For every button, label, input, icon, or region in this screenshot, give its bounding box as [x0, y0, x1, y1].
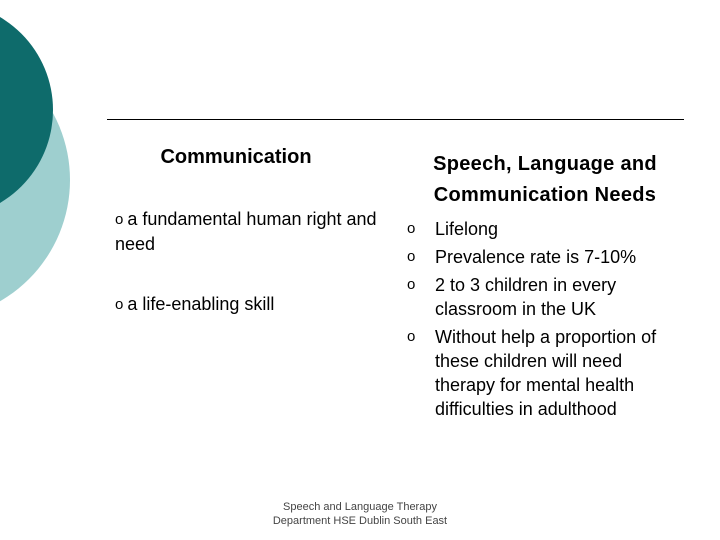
- circle-bullet-icon: o: [407, 248, 416, 265]
- right-column: [405, 149, 685, 425]
- header-divider: [107, 119, 684, 120]
- list-item: [405, 325, 685, 421]
- list-item: [405, 217, 685, 241]
- list-item-text: Prevalence rate is 7-10%: [435, 247, 637, 267]
- footer: [210, 500, 510, 528]
- left-bullet-list: [115, 207, 377, 317]
- circle-bullet-icon: o: [115, 211, 124, 228]
- list-item-text: Lifelong: [435, 219, 499, 239]
- circle-bullet-icon: o: [407, 328, 416, 345]
- right-heading: Speech, Language and Communication Needs: [433, 153, 657, 206]
- list-item-text: a fundamental human right and need: [115, 209, 377, 254]
- list-item-text: Without help a proportion of these children will need therapy for mental health difficulties in adulthood: [435, 327, 657, 419]
- left-column: [115, 143, 377, 353]
- footer-line-2: Department HSE Dublin South East: [272, 515, 448, 527]
- list-item: [115, 207, 377, 256]
- circle-bullet-icon: o: [407, 220, 416, 237]
- right-bullet-list: [405, 217, 685, 421]
- circle-bullet-icon: o: [115, 296, 124, 313]
- circle-bullet-icon: o: [407, 276, 416, 293]
- list-item: [405, 245, 685, 269]
- left-heading: Communication: [160, 146, 312, 168]
- footer-line-1: Speech and Language Therapy: [283, 501, 437, 513]
- list-item-text: a life-enabling skill: [127, 294, 275, 314]
- list-item-text: 2 to 3 children in every classroom in the UK: [435, 275, 617, 319]
- list-item: [115, 292, 377, 317]
- list-item: [405, 273, 685, 321]
